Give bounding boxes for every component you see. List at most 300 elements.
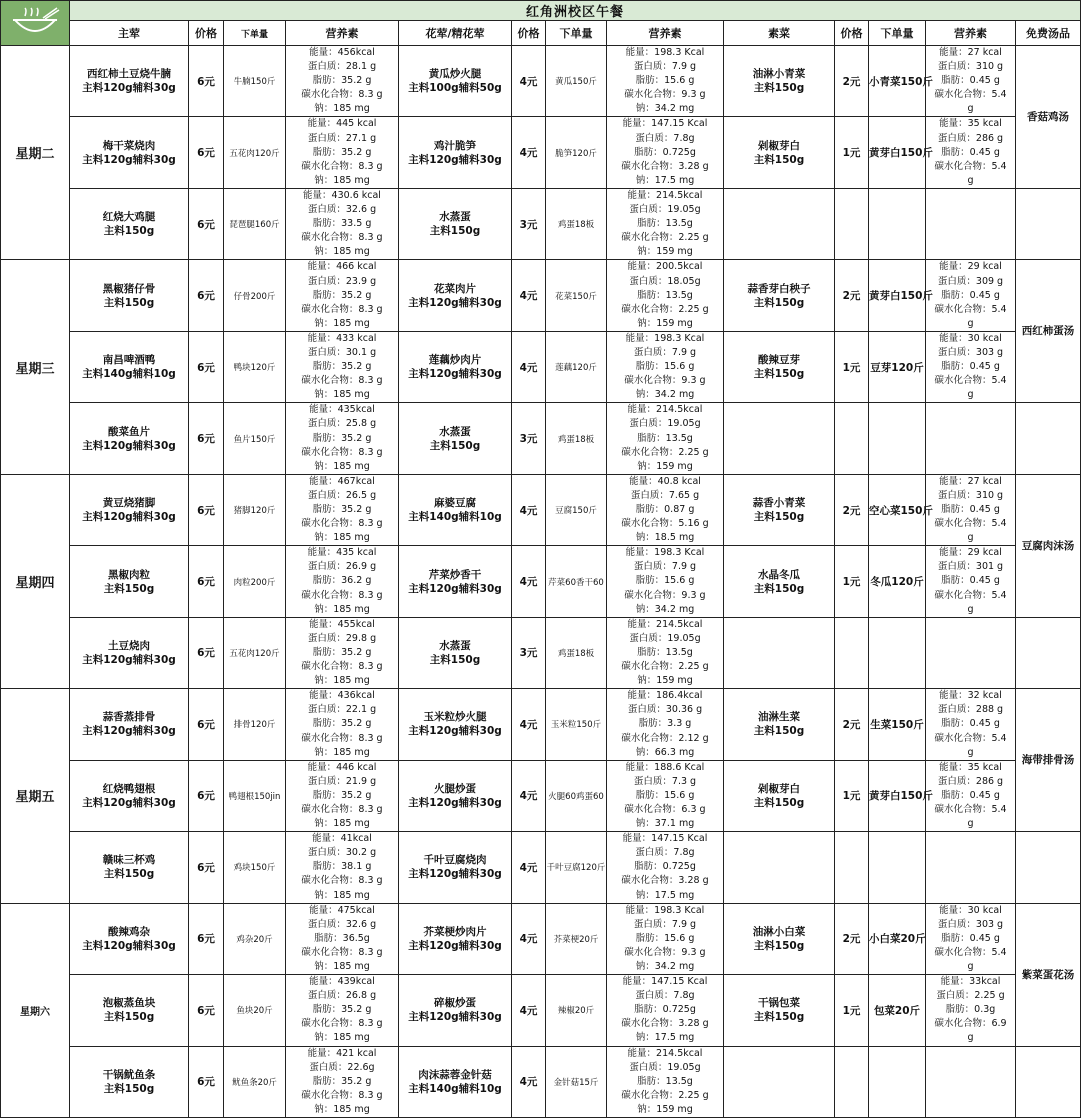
nutrition-line: 蛋白质：19.05g <box>629 632 701 644</box>
main-dish <box>70 903 189 974</box>
nutrition-line: 蛋白质：303 g <box>937 918 1004 930</box>
nutrition-line: 脂肪：36.5g <box>314 932 370 944</box>
main-dish <box>70 689 189 760</box>
nutrition-line: 脂肪：13.5g <box>637 1075 693 1087</box>
side-dish <box>399 689 512 760</box>
veg-dish <box>724 546 835 617</box>
veg-dish-portion: 主料150g <box>753 1011 805 1024</box>
side-qty: 玉米粒150斤 <box>546 689 607 760</box>
main-nutrition <box>286 760 399 831</box>
side-dish <box>399 331 512 402</box>
nutrition-line: g <box>967 174 974 186</box>
nutrition-line: 钠：34.2 mg <box>635 103 695 115</box>
nutrition-line: 碳水化合物：3.28 g <box>621 160 709 172</box>
main-dish <box>70 117 189 188</box>
table-row <box>1 188 1081 259</box>
veg-qty: 冬瓜120斤 <box>869 546 926 617</box>
nutrition-line: 碳水化合物：8.3 g <box>301 232 383 244</box>
nutrition-line: 蛋白质：2.25 g <box>936 990 1005 1002</box>
nutrition-line: 钠：185 mg <box>314 603 370 615</box>
free-soup: 香菇鸡汤 <box>1016 46 1081 189</box>
side-dish <box>399 617 512 688</box>
main-qty: 五花肉120斤 <box>224 617 286 688</box>
main-dish-portion: 主料140g辅料10g <box>82 368 176 381</box>
table-row <box>1 1046 1081 1117</box>
main-dish-name: 黑椒肉粒 <box>108 568 150 581</box>
nutrition-line: 碳水化合物：5.4 <box>934 518 1007 530</box>
veg-dish-name: 干锅包菜 <box>758 997 800 1010</box>
page-title: 红角洲校区午餐 <box>70 1 1081 21</box>
nutrition-line: 脂肪：3.3 g <box>638 718 692 730</box>
side-dish-name: 玉米粒炒火腿 <box>423 711 487 724</box>
day-label: 星期五 <box>1 689 70 903</box>
header-price: 价格 <box>189 21 224 46</box>
nutrition-line: 钠：185 mg <box>314 1032 370 1044</box>
nutrition-line: 碳水化合物：6.3 g <box>624 803 706 815</box>
nutrition-line: g <box>967 532 974 544</box>
main-qty: 鱼块20斤 <box>224 975 286 1046</box>
side-dish-portion: 主料120g辅料30g <box>408 868 502 881</box>
nutrition-line: 碳水化合物：2.25 g <box>621 661 709 673</box>
nutrition-line: 钠：185 mg <box>314 174 370 186</box>
main-nutrition <box>286 188 399 259</box>
main-price: 6元 <box>189 403 224 474</box>
nutrition-line: 脂肪：35.2 g <box>312 789 372 801</box>
nutrition-line: 蛋白质：21.9 g <box>307 775 377 787</box>
nutrition-line: 钠：17.5 mg <box>635 174 695 186</box>
nutrition-line: 蛋白质：18.05g <box>629 275 701 287</box>
nutrition-line: g <box>967 1032 974 1044</box>
side-price: 4元 <box>512 1046 546 1117</box>
nutrition-line: g <box>967 961 974 972</box>
nutrition-line: 能量：446 kcal <box>307 761 377 773</box>
nutrition-line: 钠：34.2 mg <box>635 389 695 401</box>
veg-dish <box>724 260 835 331</box>
side-qty: 芹菜60香干60 <box>546 546 607 617</box>
nutrition-line: 脂肪：35.2 g <box>312 361 372 373</box>
nutrition-line: 脂肪：0.725g <box>634 146 696 158</box>
side-qty: 辣椒20斤 <box>546 975 607 1046</box>
side-price: 3元 <box>512 188 546 259</box>
header-nutrition: 营养素 <box>607 21 724 46</box>
nutrition-line: 能量：27 kcal <box>939 475 1002 487</box>
nutrition-line: 脂肪：0.45 g <box>941 718 1000 730</box>
nutrition-line: 脂肪：13.5g <box>637 432 693 444</box>
nutrition-line: 钠：185 mg <box>314 460 370 472</box>
side-dish <box>399 260 512 331</box>
main-dish <box>70 331 189 402</box>
veg-dish-portion: 主料150g <box>753 368 805 381</box>
nutrition-line: 蛋白质：28.1 g <box>307 61 377 73</box>
side-nutrition <box>607 260 724 331</box>
nutrition-line: 蛋白质：7.9 g <box>633 346 697 358</box>
nutrition-line: 钠：159 mg <box>637 460 693 472</box>
nutrition-line: 碳水化合物：5.4 <box>934 732 1007 744</box>
nutrition-line: 钠：159 mg <box>637 675 693 687</box>
header-side: 花荤/精花荤 <box>399 21 512 46</box>
side-dish-name: 水蒸蛋 <box>439 211 471 224</box>
side-nutrition <box>607 46 724 117</box>
table-row <box>1 689 1081 760</box>
main-price: 6元 <box>189 617 224 688</box>
side-dish <box>399 832 512 903</box>
soup-empty <box>1016 617 1081 688</box>
header-qty: 下单量 <box>224 21 286 46</box>
nutrition-line: 蛋白质：7.9 g <box>633 561 697 573</box>
nutrition-line: 蛋白质：30.1 g <box>307 346 377 358</box>
free-soup: 西红柿蛋汤 <box>1016 260 1081 403</box>
veg-dish <box>724 331 835 402</box>
side-qty: 花菜150斤 <box>546 260 607 331</box>
nutrition-line: 碳水化合物：9.3 g <box>624 89 706 101</box>
veg-dish <box>724 903 835 974</box>
main-nutrition <box>286 903 399 974</box>
veg-qty: 包菜20斤 <box>869 975 926 1046</box>
veg-dish-name: 油淋小白菜 <box>752 925 806 938</box>
nutrition-line: 能量：430.6 kcal <box>303 189 381 201</box>
veg-dish <box>724 117 835 188</box>
main-nutrition <box>286 403 399 474</box>
table-row <box>1 546 1081 617</box>
side-price: 4元 <box>512 975 546 1046</box>
nutrition-line: 脂肪：15.6 g <box>635 789 695 801</box>
table-row <box>1 474 1081 545</box>
nutrition-line: 脂肪：35.2 g <box>312 289 372 301</box>
nutrition-line: 钠：18.5 mg <box>635 532 695 544</box>
nutrition-line: 能量：41kcal <box>312 833 372 845</box>
side-dish <box>399 1046 512 1117</box>
side-nutrition <box>607 546 724 617</box>
veg-dish-empty <box>724 1046 835 1117</box>
nutrition-line: 能量：214.5kcal <box>627 618 703 630</box>
side-qty: 脆笋120斤 <box>546 117 607 188</box>
nutrition-line: 钠：185 mg <box>314 961 370 972</box>
nutrition-line: 钠：185 mg <box>314 675 370 687</box>
main-qty: 鱿鱼条20斤 <box>224 1046 286 1117</box>
main-dish-portion: 主料120g辅料30g <box>82 153 176 166</box>
side-dish <box>399 546 512 617</box>
nutrition-line: 蛋白质：7.3 g <box>633 775 697 787</box>
nutrition-line: 蛋白质：19.05g <box>629 1061 701 1073</box>
veg-dish-portion: 主料150g <box>753 82 805 95</box>
nutrition-line: 能量：467kcal <box>309 475 375 487</box>
main-dish <box>70 403 189 474</box>
veg-qty: 小青菜150斤 <box>869 46 926 117</box>
nutrition-line: 蛋白质：301 g <box>937 561 1004 573</box>
main-dish-name: 酸辣鸡杂 <box>108 925 150 938</box>
nutrition-line: 碳水化合物：9.3 g <box>624 589 706 601</box>
main-nutrition <box>286 689 399 760</box>
main-dish-portion: 主料150g <box>103 868 155 881</box>
side-dish-name: 麻婆豆腐 <box>434 497 476 510</box>
main-price: 6元 <box>189 117 224 188</box>
nutrition-line: 钠：185 mg <box>314 103 370 115</box>
nutrition-line: 碳水化合物：8.3 g <box>301 1089 383 1101</box>
main-dish-portion: 主料120g辅料30g <box>82 796 176 809</box>
main-nutrition <box>286 117 399 188</box>
side-dish-name: 肉沫蒜蓉金针菇 <box>418 1068 492 1081</box>
nutrition-line: 蛋白质：26.8 g <box>307 990 377 1002</box>
nutrition-line: 蛋白质：7.9 g <box>633 61 697 73</box>
nutrition-line: 脂肪：35.2 g <box>312 146 372 158</box>
side-dish-portion: 主料120g辅料30g <box>408 368 502 381</box>
side-dish <box>399 403 512 474</box>
main-nutrition <box>286 474 399 545</box>
nutrition-line: 蛋白质：7.65 g <box>630 489 700 501</box>
nutrition-line: 能量：29 kcal <box>939 261 1002 273</box>
side-price: 3元 <box>512 403 546 474</box>
side-dish-portion: 主料150g <box>429 653 481 666</box>
side-nutrition <box>607 474 724 545</box>
side-nutrition <box>607 403 724 474</box>
side-dish <box>399 474 512 545</box>
nutrition-line: 能量：214.5kcal <box>627 1047 703 1059</box>
main-nutrition <box>286 1046 399 1117</box>
veg-nutrition <box>926 546 1016 617</box>
nutrition-line: 钠：66.3 mg <box>635 746 695 758</box>
veg-price: 2元 <box>835 689 869 760</box>
main-dish <box>70 260 189 331</box>
side-dish-portion: 主料120g辅料30g <box>408 796 502 809</box>
nutrition-line: 碳水化合物：5.16 g <box>621 518 709 530</box>
nutrition-line: 钠：159 mg <box>637 317 693 329</box>
side-nutrition <box>607 832 724 903</box>
main-dish-name: 红烧大鸡腿 <box>102 211 156 224</box>
nutrition-line: 能量：147.15 Kcal <box>622 976 708 988</box>
side-price: 4元 <box>512 331 546 402</box>
main-nutrition <box>286 617 399 688</box>
side-price: 4元 <box>512 46 546 117</box>
side-price: 4元 <box>512 689 546 760</box>
main-price: 6元 <box>189 546 224 617</box>
side-dish-name: 芹菜炒香干 <box>428 568 482 581</box>
veg-dish-name: 油淋生菜 <box>758 711 800 724</box>
soup-empty <box>1016 188 1081 259</box>
nutrition-line: 钠：159 mg <box>637 246 693 258</box>
nutrition-line: 蛋白质：29.8 g <box>307 632 377 644</box>
bowl-logo-icon <box>7 6 63 36</box>
side-qty: 莲藕120斤 <box>546 331 607 402</box>
main-price: 6元 <box>189 975 224 1046</box>
main-dish <box>70 474 189 545</box>
side-dish-portion: 主料140g辅料10g <box>408 1082 502 1095</box>
nutrition-line: 脂肪：35.2 g <box>312 718 372 730</box>
veg-dish <box>724 760 835 831</box>
nutrition-line: 碳水化合物：3.28 g <box>621 1018 709 1030</box>
nutrition-line: 能量：436kcal <box>309 690 375 702</box>
main-price: 6元 <box>189 1046 224 1117</box>
nutrition-line: 蛋白质：19.05g <box>629 204 701 216</box>
day-label: 星期三 <box>1 260 70 474</box>
nutrition-line: 钠：185 mg <box>314 532 370 544</box>
nutrition-line: 钠：34.2 mg <box>635 603 695 615</box>
header-row <box>1 21 1081 46</box>
veg-dish-empty <box>724 403 835 474</box>
main-qty: 鱼片150斤 <box>224 403 286 474</box>
veg-dish-portion: 主料150g <box>753 725 805 738</box>
veg-qty-empty <box>869 403 926 474</box>
nutrition-line: 能量：27 kcal <box>939 47 1002 58</box>
nutrition-line: 能量：30 kcal <box>939 332 1002 344</box>
nutrition-line: 蛋白质：288 g <box>937 704 1004 716</box>
veg-nutrition <box>926 760 1016 831</box>
nutrition-line: 碳水化合物：5.4 <box>934 89 1007 101</box>
main-price: 6元 <box>189 46 224 117</box>
veg-dish-name: 蒜香小青菜 <box>752 497 806 510</box>
nutrition-line: 碳水化合物：5.4 <box>934 946 1007 958</box>
nutrition-line: 脂肪：15.6 g <box>635 361 695 373</box>
main-price: 6元 <box>189 760 224 831</box>
side-dish-portion: 主料140g辅料10g <box>408 511 502 524</box>
nutrition-line: 蛋白质：310 g <box>937 61 1004 73</box>
veg-dish-name: 蒜香芽白秧子 <box>747 282 811 295</box>
main-nutrition <box>286 260 399 331</box>
nutrition-line: 钠：17.5 mg <box>635 889 695 901</box>
nutrition-line: 碳水化合物：5.4 <box>934 375 1007 387</box>
header-nutrition: 营养素 <box>926 21 1016 46</box>
side-dish <box>399 46 512 117</box>
nutrition-line: 蛋白质：27.1 g <box>307 132 377 144</box>
side-dish-name: 花菜肉片 <box>434 282 476 295</box>
main-dish <box>70 546 189 617</box>
nutrition-line: 碳水化合物：8.3 g <box>301 875 383 887</box>
main-dish-portion: 主料150g <box>103 1082 155 1095</box>
main-qty: 仔骨200斤 <box>224 260 286 331</box>
main-nutrition <box>286 331 399 402</box>
nutrition-line: 蛋白质：26.9 g <box>307 561 377 573</box>
soup-empty <box>1016 832 1081 903</box>
nutrition-line: 钠：37.1 mg <box>635 818 695 830</box>
nutrition-line: 碳水化合物：6.9 <box>934 1018 1007 1030</box>
nutrition-line: 能量：188.6 Kcal <box>625 761 705 773</box>
header-qty: 下单量 <box>546 21 607 46</box>
nutrition-line: 蛋白质：22.1 g <box>307 704 377 716</box>
nutrition-line: 脂肪：15.6 g <box>635 932 695 944</box>
main-qty: 牛腩150斤 <box>224 46 286 117</box>
nutrition-line: 能量：445 kcal <box>307 118 377 130</box>
veg-price: 2元 <box>835 903 869 974</box>
veg-qty: 黄芽白150斤 <box>869 260 926 331</box>
main-dish-name: 干锅鱿鱼条 <box>102 1068 156 1081</box>
main-dish-portion: 主料120g辅料30g <box>82 939 176 952</box>
veg-nutrition <box>926 260 1016 331</box>
side-dish-name: 黄瓜炒火腿 <box>428 68 482 81</box>
nutrition-line: 蛋白质：32.6 g <box>307 204 377 216</box>
main-qty: 五花肉120斤 <box>224 117 286 188</box>
side-price: 4元 <box>512 474 546 545</box>
nutrition-line: 脂肪：35.2 g <box>312 75 372 87</box>
table-row <box>1 46 1081 117</box>
side-dish-name: 千叶豆腐烧肉 <box>423 854 487 867</box>
nutrition-line: 能量：200.5kcal <box>627 261 703 273</box>
header-veg: 素菜 <box>724 21 835 46</box>
side-dish <box>399 975 512 1046</box>
nutrition-line: 碳水化合物：9.3 g <box>624 375 706 387</box>
nutrition-line: 钠：185 mg <box>314 818 370 830</box>
side-nutrition <box>607 117 724 188</box>
veg-dish-name: 剁椒芽白 <box>758 139 800 152</box>
nutrition-line: 蛋白质：310 g <box>937 489 1004 501</box>
side-dish-name: 鸡汁脆笋 <box>434 139 476 152</box>
nutrition-line: 蛋白质：7.8g <box>635 847 695 859</box>
veg-dish-portion: 主料150g <box>753 796 805 809</box>
header-price: 价格 <box>835 21 869 46</box>
nutrition-line: 蛋白质：25.8 g <box>307 418 377 430</box>
main-dish-name: 黑椒猪仔骨 <box>102 282 156 295</box>
nutrition-line: 碳水化合物：8.3 g <box>301 89 383 101</box>
side-dish-name: 水蒸蛋 <box>439 425 471 438</box>
nutrition-line: 碳水化合物：5.4 <box>934 803 1007 815</box>
nutrition-line: 能量：433 kcal <box>307 332 377 344</box>
nutrition-line: 蛋白质：7.8g <box>635 990 695 1002</box>
main-dish-name: 黄豆烧猪脚 <box>102 497 156 510</box>
nutrition-line: 能量：35 kcal <box>939 118 1002 130</box>
side-qty: 火腿60鸡蛋60 <box>546 760 607 831</box>
side-qty: 鸡蛋18板 <box>546 403 607 474</box>
soup-empty <box>1016 403 1081 474</box>
nutrition-line: 脂肪：0.87 g <box>635 504 695 515</box>
side-qty: 芥菜梗20斤 <box>546 903 607 974</box>
nutrition-line: 钠：159 mg <box>637 1103 693 1115</box>
main-dish-name: 土豆烧肉 <box>108 639 150 652</box>
nutrition-line: 钠：34.2 mg <box>635 961 695 972</box>
nutrition-line: 脂肪：33.5 g <box>312 218 372 230</box>
nutrition-line: 能量：214.5kcal <box>627 189 703 201</box>
table-row <box>1 617 1081 688</box>
header-soup: 免费汤品 <box>1016 21 1081 46</box>
side-dish <box>399 117 512 188</box>
side-qty: 鸡蛋18板 <box>546 617 607 688</box>
veg-qty-empty <box>869 188 926 259</box>
veg-dish-name: 水晶冬瓜 <box>758 568 800 581</box>
main-dish-name: 梅干菜烧肉 <box>102 139 156 152</box>
side-dish-portion: 主料120g辅料30g <box>408 582 502 595</box>
veg-price: 1元 <box>835 331 869 402</box>
main-dish <box>70 832 189 903</box>
nutrition-line: 能量：435kcal <box>309 404 375 416</box>
nutrition-line: 碳水化合物：8.3 g <box>301 160 383 172</box>
nutrition-line: 能量：198.3 Kcal <box>625 547 705 559</box>
main-dish-portion: 主料150g <box>103 225 155 238</box>
nutrition-line: 脂肪：0.45 g <box>941 289 1000 301</box>
nutrition-line: 脂肪：0.45 g <box>941 575 1000 587</box>
veg-qty: 黄芽白150斤 <box>869 117 926 188</box>
nutrition-line: 蛋白质：22.6g <box>309 1061 375 1073</box>
nutrition-line: 能量：214.5kcal <box>627 404 703 416</box>
nutrition-line: 脂肪：0.3g <box>945 1004 996 1016</box>
nutrition-line: 钠：185 mg <box>314 389 370 401</box>
side-price: 4元 <box>512 546 546 617</box>
side-qty: 千叶豆腐120斤 <box>546 832 607 903</box>
side-dish <box>399 188 512 259</box>
main-price: 6元 <box>189 260 224 331</box>
nutrition-line: 蛋白质：7.8g <box>635 132 695 144</box>
nutrition-line: 能量：33kcal <box>940 976 1001 988</box>
veg-price: 1元 <box>835 546 869 617</box>
nutrition-line: 蛋白质：7.9 g <box>633 918 697 930</box>
side-dish-portion: 主料120g辅料30g <box>408 1011 502 1024</box>
side-dish-portion: 主料120g辅料30g <box>408 725 502 738</box>
veg-qty: 豆芽120斤 <box>869 331 926 402</box>
nutrition-line: 脂肪：0.725g <box>634 861 696 873</box>
veg-dish <box>724 975 835 1046</box>
nutrition-line: g <box>967 818 974 830</box>
nutrition-line: 蛋白质：23.9 g <box>307 275 377 287</box>
nutrition-line: 能量：35 kcal <box>939 761 1002 773</box>
nutrition-line: 碳水化合物：8.3 g <box>301 946 383 958</box>
nutrition-line: 碳水化合物：8.3 g <box>301 446 383 458</box>
nutrition-line: 蛋白质：30.2 g <box>307 847 377 859</box>
